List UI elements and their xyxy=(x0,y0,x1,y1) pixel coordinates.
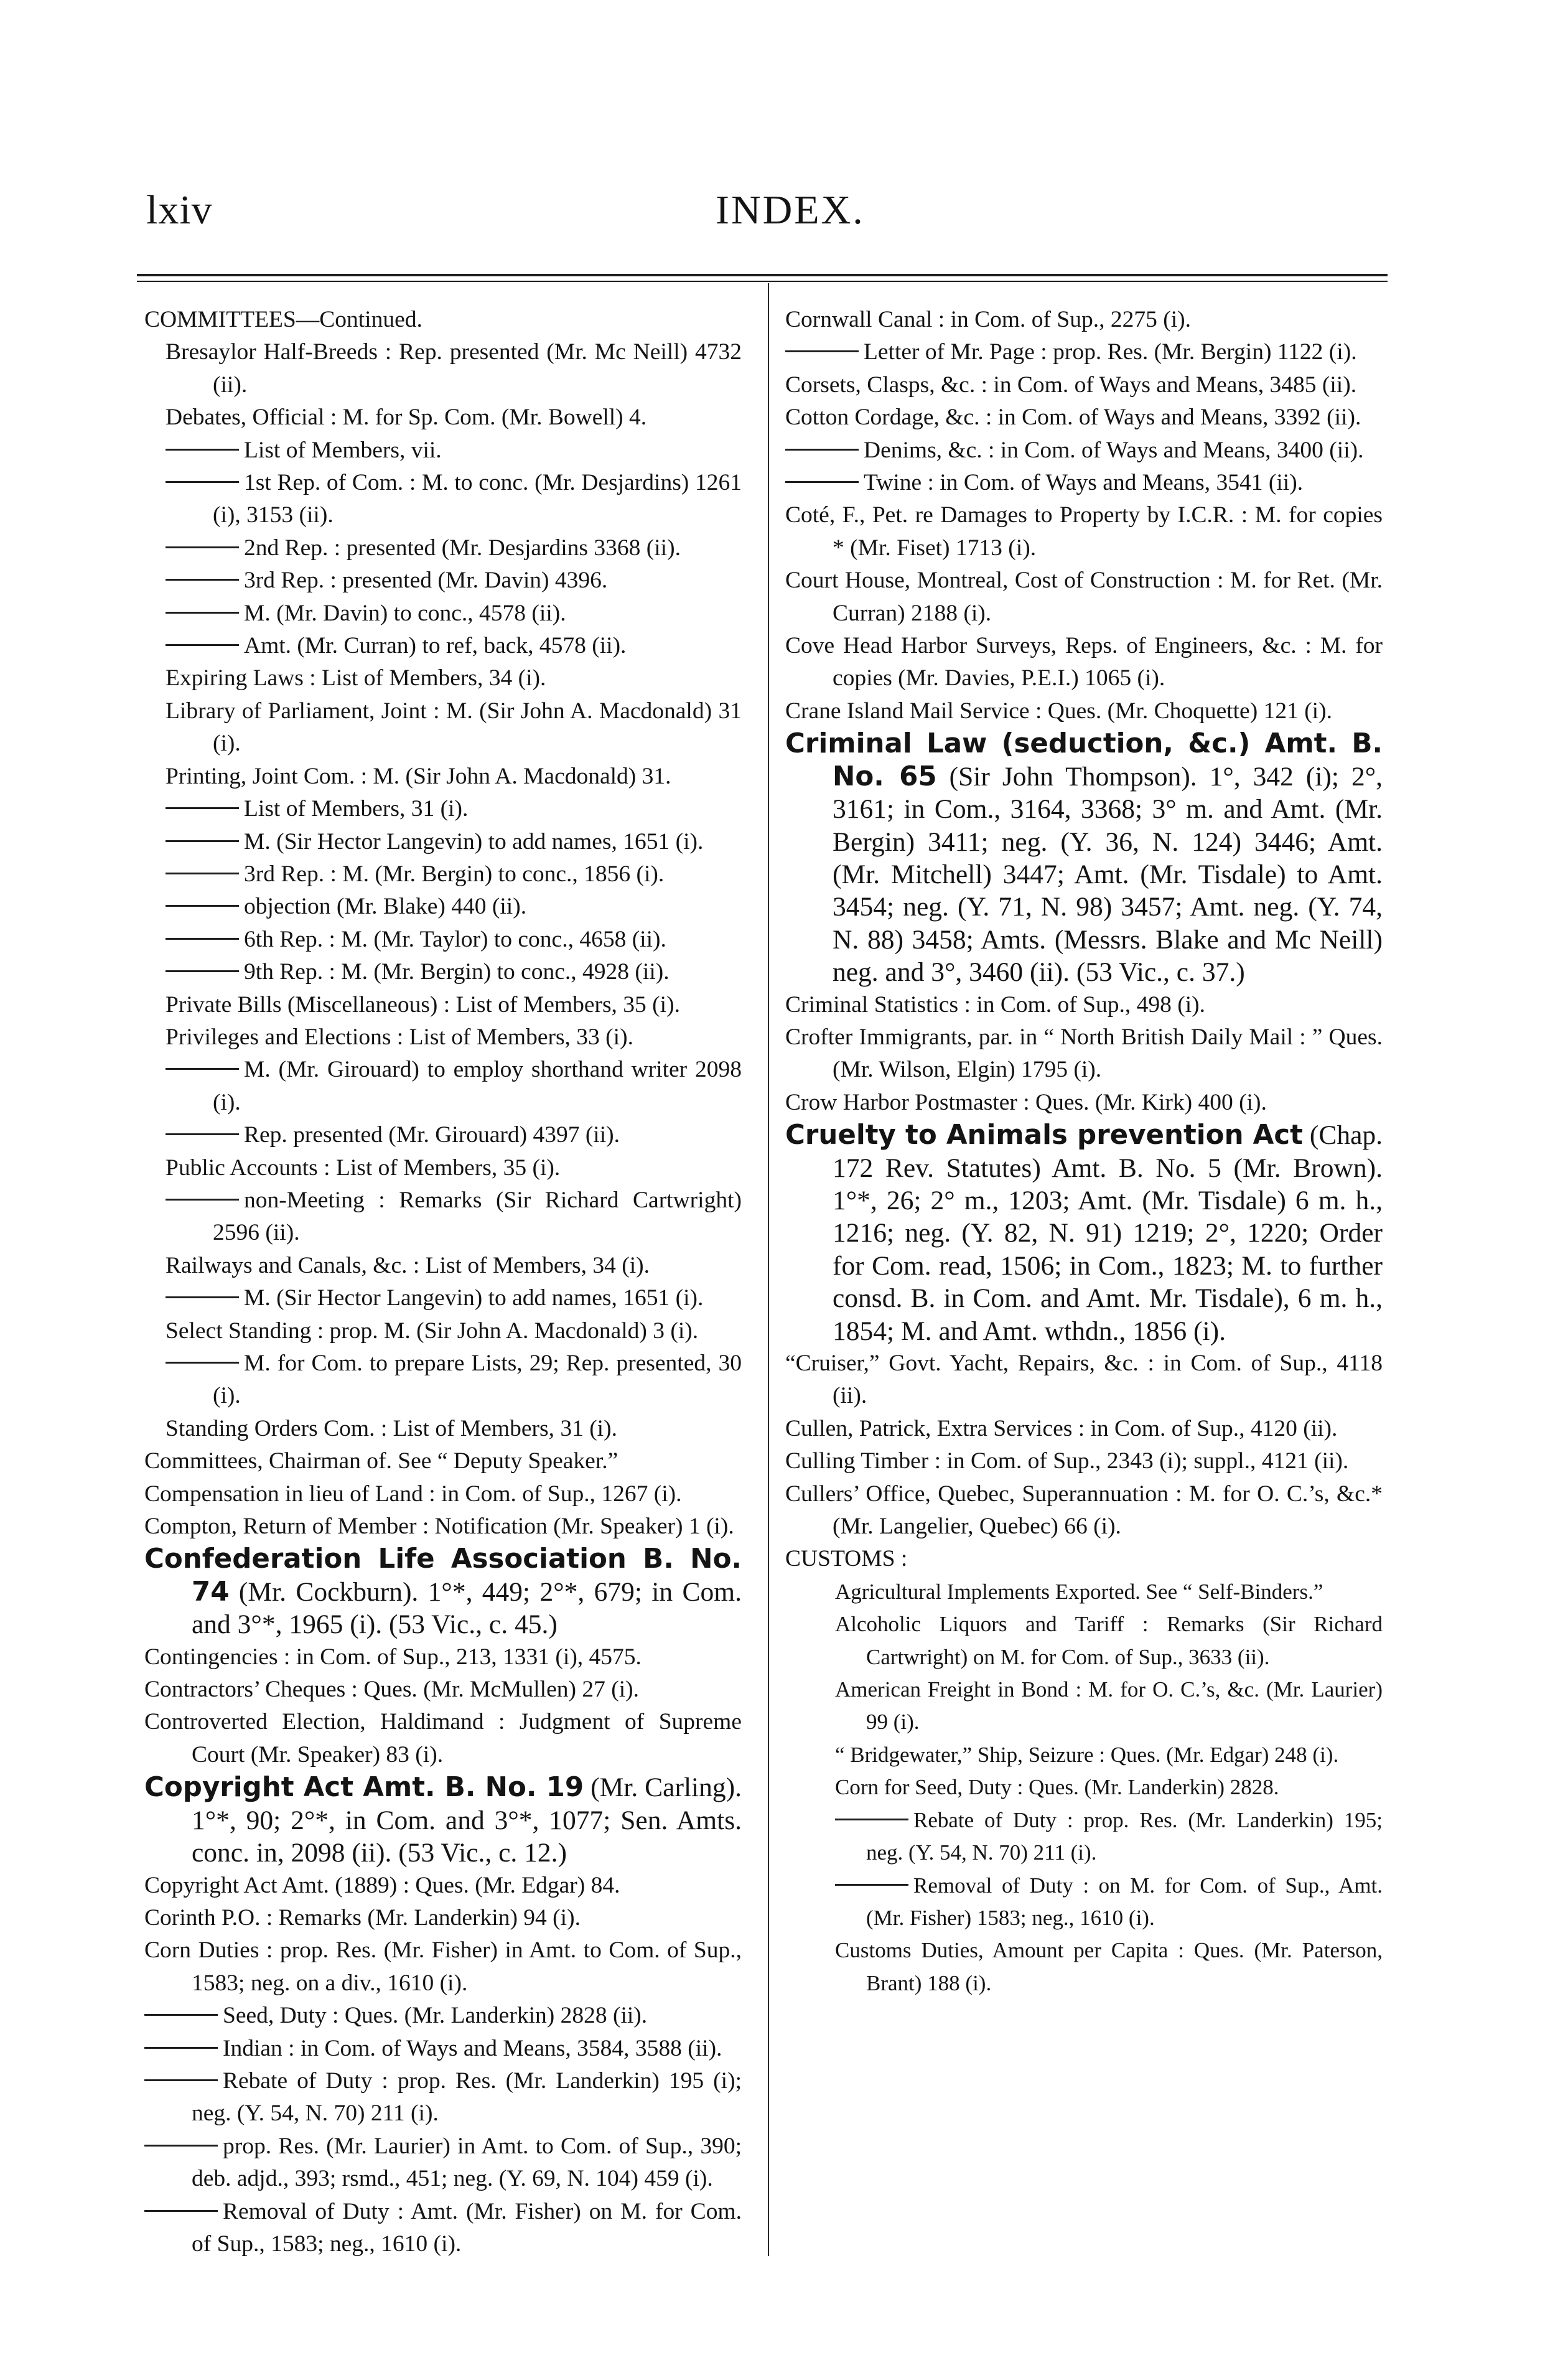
entry-text: Corsets, Clasps, &c. : in Com. of Ways and Means, 3485 (ii). xyxy=(785,372,1357,398)
index-entry xyxy=(785,630,1383,695)
ditto-dash xyxy=(166,1362,239,1364)
entry-text: Indian : in Com. of Ways and Means, 3584, 3588 (ii). xyxy=(223,2035,722,2061)
running-head: INDEX. xyxy=(716,187,865,233)
entry-text: Public Accounts : List of Members, 35 (i). xyxy=(166,1154,561,1181)
entry-text: Coté, F., Pet. re Damages to Property by I.C.R. : M. for copies * (Mr. Fiset) 1713 (i). xyxy=(785,502,1383,561)
index-entry xyxy=(144,1674,742,1706)
entry-text: Corn for Seed, Duty : Ques. (Mr. Landerkin) 2828. xyxy=(835,1775,1279,1800)
entry-text: 3rd Rep. : M. (Mr. Bergin) to conc., 1856 (i). xyxy=(244,861,665,887)
entry-text: Cornwall Canal : in Com. of Sup., 2275 (i). xyxy=(785,307,1192,332)
entry-text: M. (Sir Hector Langevin) to add names, 1651 (i). xyxy=(244,1285,704,1311)
entry-text: M. (Mr. Davin) to conc., 4578 (ii). xyxy=(244,600,566,626)
ditto-dash xyxy=(166,612,239,614)
entry-text: Corn Duties : prop. Res. (Mr. Fisher) in Amt. to Com. of Sup., 1583; neg. on a div., 1610 (i). xyxy=(144,1937,742,1996)
index-entry xyxy=(785,1413,1383,1445)
entry-text: Crane Island Mail Service : Ques. (Mr. Choquette) 121 (i). xyxy=(785,698,1332,724)
entry-text: List of Members, vii. xyxy=(244,437,442,463)
entry-text: Contingencies : in Com. of Sup., 213, 1331 (i), 4575. xyxy=(144,1644,642,1670)
index-entry xyxy=(785,1347,1383,1413)
ditto-dash xyxy=(166,644,239,646)
entry-text: Agricultural Implements Exported. See “ Self-Binders.” xyxy=(835,1579,1323,1604)
ditto-dash xyxy=(144,2210,218,2212)
index-entry xyxy=(785,1576,1383,1608)
index-entry xyxy=(785,1739,1383,1771)
index-entry xyxy=(144,304,742,336)
index-entry xyxy=(144,858,742,891)
column-divider xyxy=(768,283,769,2256)
index-entry xyxy=(785,564,1383,630)
entry-text: (Mr. Carling). 1°*, 90; 2°*, in Com. and 3°*, 1077; Sen. Amts. conc. in, 2098 (ii). (53 Vic., c. 12.) xyxy=(192,1772,742,1868)
entry-text: Standing Orders Com. : List of Members, 31 (i). xyxy=(166,1415,617,1441)
index-entry xyxy=(144,336,742,401)
entry-text: Private Bills (Miscellaneous) : List of Members, 35 (i). xyxy=(166,991,680,1018)
entry-text: Corinth P.O. : Remarks (Mr. Landerkin) 94 (i). xyxy=(144,1904,581,1931)
ditto-dash xyxy=(166,970,239,972)
index-entry xyxy=(144,1934,742,2000)
ditto-dash xyxy=(144,2145,218,2147)
index-entry xyxy=(144,564,742,597)
entry-text: Controverted Election, Haldimand : Judgment of Supreme Court (Mr. Speaker) 83 (i). xyxy=(144,1709,742,1768)
entry-text: 1st Rep. of Com. : M. to conc. (Mr. Desjardins) 1261 (i), 3153 (ii). xyxy=(213,470,742,528)
entry-text: Letter of Mr. Page : prop. Res. (Mr. Bergin) 1122 (i). xyxy=(864,339,1357,365)
index-entry xyxy=(144,597,742,630)
entry-text: M. (Sir Hector Langevin) to add names, 1651 (i). xyxy=(244,828,704,855)
entry-text: Cove Head Harbor Surveys, Reps. of Engineers, &c. : M. for copies (Mr. Davies, P.E.I.) 1065 (i). xyxy=(785,633,1383,691)
index-entry xyxy=(144,1250,742,1282)
index-entry xyxy=(144,401,742,434)
entry-text: Railways and Canals, &c. : List of Members, 34 (i). xyxy=(166,1252,650,1278)
index-entry xyxy=(144,2130,742,2196)
ditto-dash xyxy=(785,481,859,483)
entry-text: M. for Com. to prepare Lists, 29; Rep. presented, 30 (i). xyxy=(213,1351,742,1409)
entry-text: non-Meeting : Remarks (Sir Richard Cartwright) 2596 (ii). xyxy=(213,1187,742,1246)
index-entry xyxy=(144,1413,742,1445)
ditto-dash xyxy=(785,350,859,352)
entry-text: M. (Mr. Girouard) to employ shorthand writer 2098 (i). xyxy=(213,1057,742,1115)
index-entry xyxy=(144,826,742,858)
bill-title: Copyright Act Amt. B. No. 19 xyxy=(144,1772,584,1804)
index-entry xyxy=(785,1445,1383,1477)
entry-text: Customs Duties, Amount per Capita : Ques. (Mr. Paterson, Brant) 188 (i). xyxy=(835,1938,1383,1995)
entry-text: objection (Mr. Blake) 440 (ii). xyxy=(244,894,527,920)
entry-text: Committees, Chairman of. See “ Deputy Speaker.” xyxy=(144,1448,618,1474)
entry-text: prop. Res. (Mr. Laurier) in Amt. to Com. of Sup., 390; deb. adjd., 393; rsmd., 451; neg. (Y. 69, N. 104) 459 (i). xyxy=(192,2133,742,2192)
index-entry xyxy=(144,1152,742,1184)
index-entry xyxy=(144,467,742,532)
index-entry xyxy=(785,1543,1383,1575)
entry-text: Culling Timber : in Com. of Sup., 2343 (i); suppl., 4121 (ii). xyxy=(785,1448,1349,1474)
entry-text: 3rd Rep. : presented (Mr. Davin) 4396. xyxy=(244,568,608,594)
ditto-dash xyxy=(144,2079,218,2081)
index-entry xyxy=(785,1119,1383,1347)
index-entry xyxy=(785,1087,1383,1119)
index-entry xyxy=(785,499,1383,564)
index-entry xyxy=(144,761,742,793)
page-number: lxiv xyxy=(146,187,213,233)
ditto-dash xyxy=(166,1068,239,1070)
index-entry xyxy=(785,1674,1383,1739)
entry-text: Cullen, Patrick, Extra Services : in Com. of Sup., 4120 (ii). xyxy=(785,1415,1338,1441)
entry-text: Twine : in Com. of Ways and Means, 3541 (ii). xyxy=(864,470,1304,496)
index-entry xyxy=(144,2033,742,2065)
index-entry xyxy=(144,1021,742,1054)
entry-text: Cotton Cordage, &c. : in Com. of Ways and Means, 3392 (ii). xyxy=(785,405,1361,431)
index-entry xyxy=(144,662,742,695)
entry-text: Denims, &c. : in Com. of Ways and Means, 3400 (ii). xyxy=(864,437,1364,463)
entry-text: Criminal Statistics : in Com. of Sup., 498 (i). xyxy=(785,991,1205,1018)
index-entry xyxy=(785,1771,1383,1804)
entry-text: Library of Parliament, Joint : M. (Sir John A. Macdonald) 31 (i). xyxy=(166,698,742,757)
index-entry xyxy=(785,1608,1383,1674)
entry-text: 2nd Rep. : presented (Mr. Desjardins 3368 (ii). xyxy=(244,535,681,561)
index-entry xyxy=(144,1478,742,1510)
index-entry xyxy=(144,1771,742,1869)
index-entry xyxy=(785,304,1383,336)
index-entry xyxy=(144,1870,742,1902)
entry-text: 9th Rep. : M. (Mr. Bergin) to conc., 4928 (ii). xyxy=(244,959,670,985)
ditto-dash xyxy=(166,807,239,809)
index-entry xyxy=(785,434,1383,467)
bill-title: Criminal Law (seduction, &c.) Amt. B. No. 65 xyxy=(785,728,1383,792)
entry-text: 6th Rep. : M. (Mr. Taylor) to conc., 4658 (ii). xyxy=(244,926,666,952)
entry-text: Contractors’ Cheques : Ques. (Mr. McMullen) 27 (i). xyxy=(144,1677,639,1703)
index-entry xyxy=(144,434,742,467)
index-entry xyxy=(785,1934,1383,2000)
entry-text: Rebate of Duty : prop. Res. (Mr. Landerkin) 195; neg. (Y. 54, N. 70) 211 (i). xyxy=(866,1807,1383,1865)
ditto-dash xyxy=(166,579,239,581)
index-entry xyxy=(144,1510,742,1543)
index-entry xyxy=(144,532,742,564)
ditto-dash xyxy=(835,1884,908,1886)
index-entry xyxy=(144,1282,742,1314)
entry-text: Seed, Duty : Ques. (Mr. Landerkin) 2828 (ii). xyxy=(223,2003,648,2029)
index-entry xyxy=(144,695,742,761)
entry-text: Cullers’ Office, Quebec, Superannuation : M. for O. C.’s, &c.* (Mr. Langelier, Quebec) 66 (i). xyxy=(785,1481,1383,1540)
index-entry xyxy=(144,1706,742,1771)
index-entry xyxy=(785,369,1383,401)
entry-text: Removal of Duty : on M. for Com. of Sup., Amt. (Mr. Fisher) 1583; neg., 1610 (i). xyxy=(866,1873,1383,1930)
entry-text: Rep. presented (Mr. Girouard) 4397 (ii). xyxy=(244,1122,620,1148)
entry-text: Crofter Immigrants, par. in “ North British Daily Mail : ” Ques. (Mr. Wilson, Elgin) 1795 (i). xyxy=(785,1024,1383,1083)
index-entry xyxy=(144,2065,742,2130)
ditto-dash xyxy=(166,481,239,483)
index-entry xyxy=(785,728,1383,988)
entry-text: Crow Harbor Postmaster : Ques. (Mr. Kirk) 400 (i). xyxy=(785,1089,1267,1115)
index-entry xyxy=(144,1543,742,1641)
index-entry xyxy=(144,2196,742,2261)
ditto-dash xyxy=(166,1133,239,1135)
entry-text: Printing, Joint Com. : M. (Sir John A. Macdonald) 31. xyxy=(166,763,671,789)
index-entry xyxy=(144,2000,742,2032)
bill-title: Cruelty to Animals prevention Act xyxy=(785,1120,1303,1151)
index-entry xyxy=(144,1641,742,1674)
ditto-dash xyxy=(144,2014,218,2016)
entry-text: Alcoholic Liquors and Tariff : Remarks (Sir Richard Cartwright) on M. for Com. of Sup., 3633 (ii). xyxy=(835,1612,1383,1669)
ditto-dash xyxy=(166,546,239,548)
index-entry xyxy=(785,336,1383,368)
index-entry xyxy=(785,1478,1383,1543)
entry-text: COMMITTEES—Continued. xyxy=(144,307,422,332)
index-entry xyxy=(144,1184,742,1250)
left-column xyxy=(144,304,742,2260)
index-entry xyxy=(144,793,742,825)
index-entry xyxy=(144,989,742,1021)
index-entry xyxy=(144,956,742,988)
index-entry xyxy=(785,989,1383,1021)
entry-text: Copyright Act Amt. (1889) : Ques. (Mr. Edgar) 84. xyxy=(144,1872,620,1898)
entry-text: Compensation in lieu of Land : in Com. of Sup., 1267 (i). xyxy=(144,1481,682,1507)
entry-text: “Cruiser,” Govt. Yacht, Repairs, &c. : in Com. of Sup., 4118 (ii). xyxy=(785,1351,1383,1409)
entry-text: CUSTOMS : xyxy=(785,1546,908,1572)
index-entry xyxy=(144,891,742,923)
entry-text: Expiring Laws : List of Members, 34 (i). xyxy=(166,665,546,691)
index-entry xyxy=(144,1054,742,1119)
index-entry xyxy=(144,1315,742,1347)
entry-text: (Mr. Cockburn). 1°*, 449; 2°*, 679; in Com. and 3°*, 1965 (i). (53 Vic., c. 45.) xyxy=(192,1576,742,1640)
index-entry xyxy=(785,467,1383,499)
ditto-dash xyxy=(166,905,239,907)
ditto-dash xyxy=(144,2047,218,2049)
entry-text: List of Members, 31 (i). xyxy=(244,796,469,822)
ditto-dash xyxy=(835,1819,908,1820)
entry-text: Bresaylor Half-Breeds : Rep. presented (Mr. Mc Neill) 4732 (ii). xyxy=(166,339,742,398)
header-rule-thin xyxy=(137,281,1388,282)
index-entry xyxy=(144,1347,742,1413)
entry-text: Amt. (Mr. Curran) to ref, back, 4578 (ii). xyxy=(244,633,627,659)
index-entry xyxy=(785,1021,1383,1087)
index-entry xyxy=(144,1902,742,1934)
ditto-dash xyxy=(166,1296,239,1298)
entry-text: Compton, Return of Member : Notification (Mr. Speaker) 1 (i). xyxy=(144,1514,734,1540)
ditto-dash xyxy=(166,873,239,874)
index-entry xyxy=(785,695,1383,728)
index-entry xyxy=(785,401,1383,434)
entry-text: “ Bridgewater,” Ship, Seizure : Ques. (Mr. Edgar) 248 (i). xyxy=(835,1742,1339,1767)
ditto-dash xyxy=(166,1199,239,1201)
index-entry xyxy=(785,1870,1383,1935)
entry-text: (Sir John Thompson). 1°, 342 (i); 2°, 3161; in Com., 3164, 3368; 3° m. and Amt. (Mr. Bergin) 3411; neg. (Y. 36, N. 124) 3446; Amt. (Mr. Mitchell) 3447; Amt. (Mr. Tisdale) to Amt. 3454; neg. (Y. 71, N. 98) 3457; Amt. neg. (Y. 74, N. 88) 3458; Amts. (Messrs. Blake and Mc Neill) neg. and 3°, 3460 (ii). (53 Vic., c. 37.) xyxy=(833,761,1383,988)
index-entry xyxy=(144,630,742,662)
right-column xyxy=(785,304,1383,2000)
entry-text: Select Standing : prop. M. (Sir John A. Macdonald) 3 (i). xyxy=(166,1318,699,1344)
entry-text: Court House, Montreal, Cost of Construction : M. for Ret. (Mr. Curran) 2188 (i). xyxy=(785,568,1383,626)
index-entry xyxy=(144,1445,742,1477)
header-rule xyxy=(137,274,1388,276)
ditto-dash xyxy=(166,449,239,451)
entry-text: Debates, Official : M. for Sp. Com. (Mr. Bowell) 4. xyxy=(166,405,647,431)
entry-text: Removal of Duty : Amt. (Mr. Fisher) on M. for Com. of Sup., 1583; neg., 1610 (i). xyxy=(192,2198,742,2257)
entry-text: Privileges and Elections : List of Members, 33 (i). xyxy=(166,1024,633,1050)
ditto-dash xyxy=(166,840,239,842)
entry-text: American Freight in Bond : M. for O. C.’s, &c. (Mr. Laurier) 99 (i). xyxy=(835,1677,1383,1735)
ditto-dash xyxy=(785,449,859,451)
ditto-dash xyxy=(166,938,239,940)
bill-title: Confederation Life Association B. No. 74 xyxy=(144,1543,742,1608)
index-entry xyxy=(144,924,742,956)
entry-text: Rebate of Duty : prop. Res. (Mr. Landerkin) 195 (i); neg. (Y. 54, N. 70) 211 (i). xyxy=(192,2067,742,2127)
index-entry xyxy=(144,1119,742,1151)
entry-text: (Chap. 172 Rev. Statutes) Amt. B. No. 5 (Mr. Brown). 1°*, 26; 2° m., 1203; Amt. (Mr. Tisdale) 6 m. h., 1216; neg. (Y. 82, N. 91) 1219; 2°, 1220; Order for Com. read, 1506; in Com., 1823; M. to further consd. B. in Com. and Amt. Mr. Tisdale), 6 m. h., 1854; M. and Amt. wthdn., 1856 (i). xyxy=(833,1120,1383,1346)
index-entry xyxy=(785,1804,1383,1870)
